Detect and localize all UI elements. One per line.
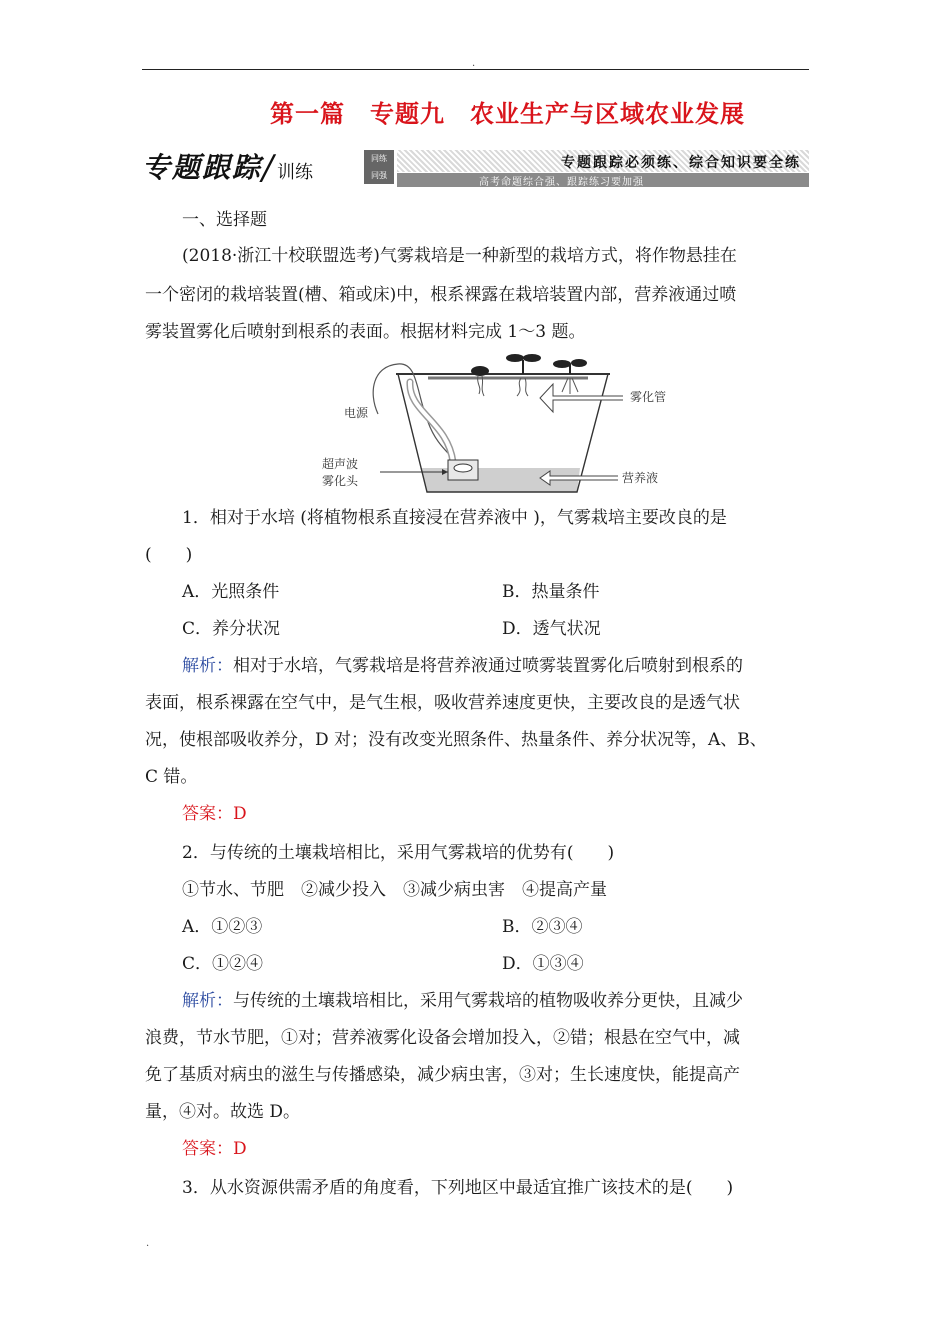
banner-side-tag: 同练 同强 [364, 150, 394, 184]
label-power: 电源 [344, 406, 369, 420]
q2-option-b: B．②③④ [502, 917, 583, 937]
page-mark: . [472, 58, 476, 69]
banner-brand-sub: 训练 [277, 162, 313, 183]
banner-slogan: 专题跟踪必须练、综合知识要全练 [561, 155, 801, 171]
q1-answer: 答案：D [182, 804, 247, 824]
q2-statements: ①节水、节肥 ②减少投入 ③减少病虫害 ④提高产量 [182, 880, 607, 900]
banner-brand: 专题跟踪 [142, 151, 263, 184]
label-mist-tube: 雾化管 [630, 390, 667, 404]
q1-option-c: C．养分状况 [182, 619, 281, 639]
top-rule [142, 69, 809, 70]
aeroponics-diagram [318, 352, 670, 497]
q2-analysis-line-4: 量，④对。故选 D。 [145, 1102, 301, 1122]
ultrasonic-head-opening [454, 464, 472, 472]
q1-stem-line-2: ( ) [145, 545, 193, 565]
label-nutrient: 营养液 [622, 471, 659, 485]
section-heading: 一、选择题 [182, 210, 267, 230]
q3-stem: 3．从水资源供需矛盾的角度看，下列地区中最适宜推广该技术的是( ) [182, 1178, 734, 1198]
page-title: 第一篇 专题九 农业生产与区域农业发展 [270, 100, 745, 128]
plant-1 [471, 366, 489, 396]
q2-analysis-line-1: 解析：与传统的土壤栽培相比，采用气雾栽培的植物吸收养分更快，且减少 [182, 991, 743, 1011]
banner-subslogan-strip [397, 173, 809, 187]
page-mark-bottom: . [146, 1238, 150, 1249]
intro-line-3: 雾装置雾化后喷射到根系的表面。根据材料完成 1～3 题。 [145, 322, 586, 342]
q2-stem: 2．与传统的土壤栽培相比，采用气雾栽培的优势有( ) [182, 843, 615, 863]
q2-analysis-line-2: 浪费，节水节肥，①对；营养液雾化设备会增加投入，②错；根悬在空气中，减 [145, 1028, 740, 1048]
banner-slogan-strip [397, 150, 809, 172]
banner-slash: / [262, 148, 274, 188]
q1-option-a: A．光照条件 [182, 582, 280, 602]
q2-option-c: C．①②④ [182, 954, 264, 974]
q2-option-d: D．①③④ [502, 954, 584, 974]
label-ultrasonic-2: 雾化头 [322, 474, 359, 488]
q2-answer: 答案：D [182, 1139, 247, 1159]
q1-option-b: B．热量条件 [502, 582, 600, 602]
q1-option-d: D．透气状况 [502, 619, 601, 639]
label-ultrasonic-1: 超声波 [322, 457, 359, 471]
intro-line-2: 一个密闭的栽培装置(槽、箱或床)中，根系裸露在栽培装置内部，营养液通过喷 [145, 285, 737, 305]
q1-analysis-line-4: C 错。 [145, 767, 198, 787]
intro-line-1: (2018·浙江十校联盟选考)气雾栽培是一种新型的栽培方式，将作物悬挂在 [182, 246, 737, 266]
q1-analysis-label: 解析： [182, 656, 233, 676]
arrow-mist-tube [540, 384, 623, 412]
q1-analysis-line-3: 况，使根部吸收养分，D 对；没有改变光照条件、热量条件、养分状况等，A、B、 [145, 730, 767, 750]
q1-analysis-line-2: 表面，根系裸露在空气中，是气生根，吸收营养速度更快，主要改良的是透气状 [145, 693, 740, 713]
q2-analysis-line-3: 免了基质对病虫的滋生与传播感染，减少病虫害，③对；生长速度快，能提高产 [145, 1065, 740, 1085]
q2-analysis-label: 解析： [182, 991, 233, 1011]
q1-analysis-line-1: 解析：相对于水培，气雾栽培是将营养液通过喷雾装置雾化后喷射到根系的 [182, 656, 743, 676]
q2-option-a: A．①②③ [182, 917, 263, 937]
q1-stem-line-1: 1．相对于水培 (将植物根系直接浸在营养液中 )，气雾栽培主要改良的是 [182, 508, 727, 528]
section-banner [142, 146, 809, 190]
banner-subslogan: 高考命题综合强、跟踪练习要加强 [479, 177, 644, 188]
aeroponics-diagram-svg [318, 352, 670, 497]
